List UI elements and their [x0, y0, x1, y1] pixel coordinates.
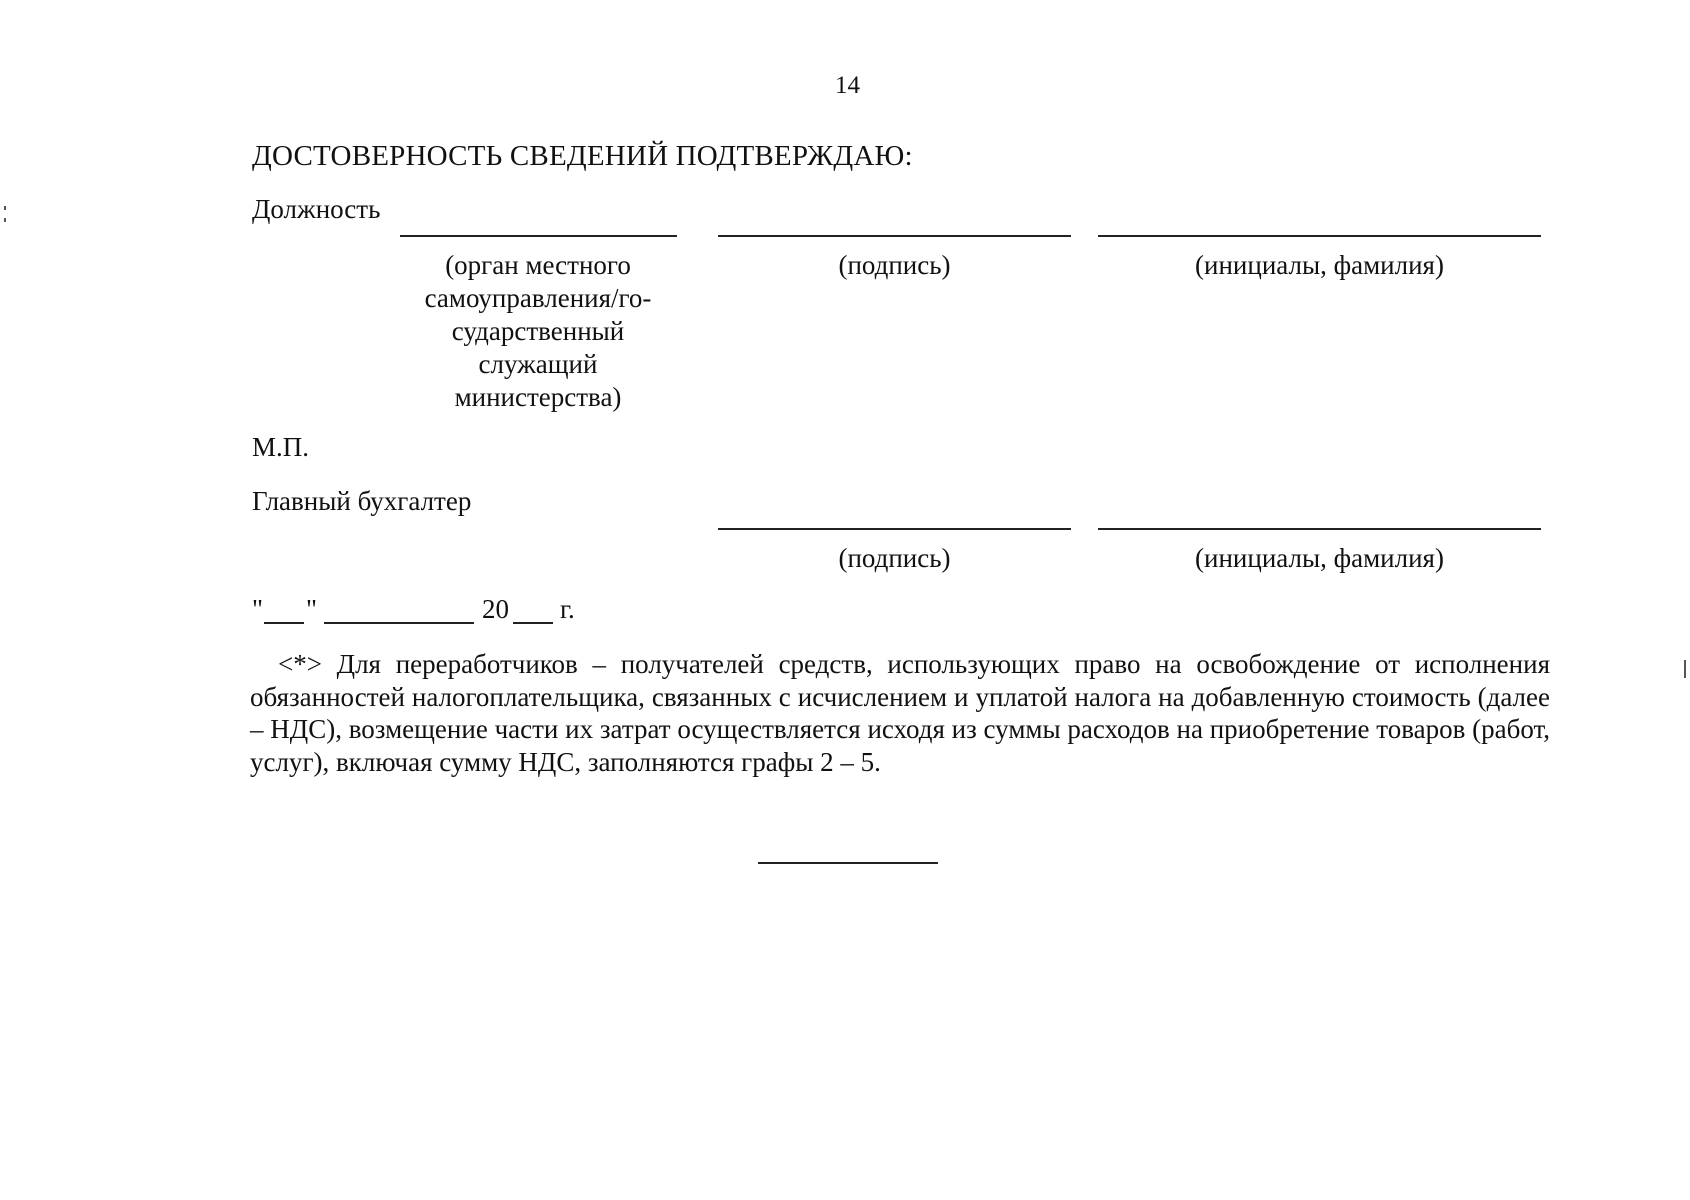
accountant-signature-line: [718, 528, 1071, 530]
accountant-label: Главный бухгалтер: [252, 486, 472, 516]
year-blank: [513, 622, 553, 624]
page-number: 14: [835, 72, 860, 99]
position-label: Должность: [252, 194, 381, 224]
footnote: <*> Для переработчиков – получателей средств, использующих право на освобождение от исполнения обязанностей налогоплательщика, связанных с исчислением и уплатой налога на добавленную стоимость (далее – НДС), возмещение части их затрат осуществляется исходя из суммы расходов на приобретение товаров (работ, услуг), включая сумму НДС, заполняются графы 2 – 5.: [250, 649, 1550, 777]
scan-mark: [4, 218, 6, 222]
day-blank: [264, 622, 304, 624]
date-quote-close: ": [306, 594, 318, 624]
date-quote-open: ": [252, 594, 264, 624]
accountant-signature-caption: (подпись): [838, 543, 951, 573]
name-line: [1098, 235, 1541, 237]
name-caption: (инициалы, фамилия): [1195, 250, 1444, 280]
year-suffix: г.: [560, 594, 575, 624]
accountant-name-line: [1098, 528, 1541, 530]
closing-rule: [758, 862, 938, 864]
scan-mark: [4, 206, 6, 210]
signature-caption: (подпись): [838, 250, 951, 280]
scan-mark: [1684, 660, 1686, 678]
stamp-label: М.П.: [252, 432, 310, 462]
accountant-name-caption: (инициалы, фамилия): [1195, 543, 1444, 573]
year-prefix: 20: [482, 594, 509, 624]
certification-heading: ДОСТОВЕРНОСТЬ СВЕДЕНИЙ ПОДТВЕРЖДАЮ:: [252, 140, 913, 172]
month-blank: [324, 622, 474, 624]
signature-line: [718, 235, 1071, 237]
organ-caption: (орган местного самоуправления/го-сударственный служащий министерства): [424, 250, 652, 412]
organ-line: [400, 235, 677, 237]
